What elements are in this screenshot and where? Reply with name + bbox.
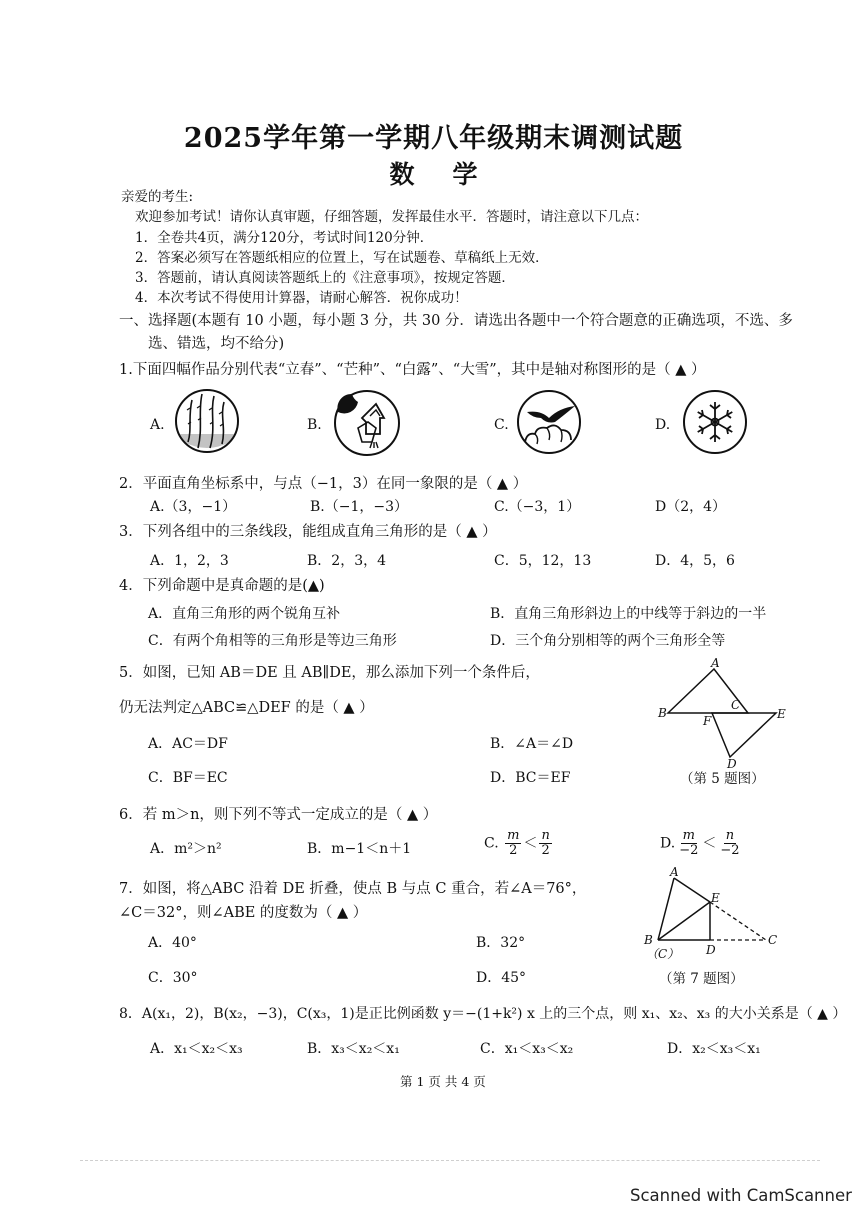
q3-option-d: D．4，5，6 [655,553,735,569]
q2-option-d: D（2，4） [655,499,727,515]
q6-c-frac-n: $\frac{n}{2}$ [541,828,550,858]
q7-option-a: A．40° [148,935,197,951]
q2-option-a: A.（3，−1） [150,499,237,515]
q2-option-b: B.（−1，−3） [310,499,409,515]
greeting: 亲爱的考生: [121,189,194,205]
note-1: 1．全卷共4页，满分120分，考试时间120分钟． [135,230,434,246]
question-2-stem: 2．平面直角坐标系中，与点（−1，3）在同一象限的是（ ▲ ） [119,476,528,492]
welcome-text: 欢迎参加考试！请你认真审题，仔细答题，发挥最佳水平．答题时，请注意以下几点： [135,209,648,225]
q7-option-b: B．32° [476,935,526,951]
subject-title: 数学 [389,160,516,189]
q7-option-d: D．45° [476,970,527,986]
q5-label-a: A [711,656,720,670]
q8-option-d: D．x₂＜x₃＜x₁ [667,1041,761,1057]
q6-option-b: B．m−1＜n＋1 [307,841,412,857]
q6-option-c-label: C. [484,835,499,852]
q1-option-d-label: D. [655,417,671,433]
q5-label-d: D [727,757,737,770]
q8-option-a: A．x₁＜x₂＜x₃ [150,1041,243,1057]
q2-option-c: C.（−3，1） [494,499,581,515]
q7-figure-caption: （第 7 题图） [659,971,744,987]
q8-option-b: B．x₃＜x₂＜x₁ [307,1041,400,1057]
q5-label-b: B [658,706,667,720]
camscanner-watermark: Scanned with CamScanner [630,1186,852,1205]
q6-c-frac-m: $\frac{m}{2}$ [507,828,520,858]
q7-option-c: C．30° [148,970,198,986]
q3-option-c: C．5，12，13 [494,553,592,569]
q4-option-c: C．有两个角相等的三角形是等边三角形 [148,633,397,649]
q8-option-c: C．x₁＜x₃＜x₂ [480,1041,574,1057]
question-3-stem: 3．下列各组中的三条线段，能组成直角三角形的是（ ▲ ） [119,524,497,540]
house-moon-icon [332,388,402,458]
exam-title: 2025学年第一学期八年级期末调测试题 [183,123,684,154]
q5-label-e: E [777,707,786,721]
section-heading-line1: 一、选择题(本题有 10 小题，每小题 3 分，共 30 分．请选出各题中一个符合题意的正确选项，不选、多 [119,313,793,329]
q7-label-b: B [644,933,653,947]
q7-label-e: E [711,891,720,905]
q5-figure [652,655,792,770]
note-3: 3．答题前，请认真阅读答题纸上的《注意事项》，按规定答题． [135,270,515,286]
q1-option-b-label: B. [307,417,322,433]
question-5-stem-line1: 5．如图，已知 AB＝DE 且 AB∥DE，那么添加下列一个条件后， [119,665,540,681]
q1-option-a-label: A. [150,417,165,433]
q5-option-a: A．AC＝DF [148,736,228,752]
q5-option-b: B．∠A＝∠D [490,736,574,752]
question-7-stem-line1: 7．如图，将△ABC 沿着 DE 折叠，使点 B 与点 C 重合，若∠A＝76°， [119,881,587,897]
q1-option-c-label: C. [494,417,509,433]
q5-label-f: F [703,714,712,728]
q6-d-frac-n: $\frac{n}{-2}$ [720,828,740,858]
page-number: 第 1 页 共 4 页 [400,1074,486,1089]
q5-option-c: C．BF＝EC [148,770,228,786]
question-1-stem: 1.下面四幅作品分别代表“立春”、“芒种”、“白露”、“大雪”，其中是轴对称图形的是（ ▲ ） [119,362,706,378]
q7-figure [638,866,788,966]
rain-willow-icon [174,388,240,454]
q4-option-a: A．直角三角形的两个锐角互补 [148,606,341,622]
q6-option-c: C. $\frac{m}{2}$ ＜ $\frac{n}{2}$ [484,828,550,858]
q7-label-a: A [670,866,679,879]
question-4-stem: 4．下列命题中是真命题的是(▲) [119,578,325,594]
q6-option-a: A．m²＞n² [150,841,222,857]
section-heading-line2: 选、错选，均不给分) [148,336,285,352]
snowflake-icon [681,388,749,456]
note-4: 4．本次考试不得使用计算器，请耐心解答．祝你成功！ [135,290,468,306]
note-2: 2．答案必须写在答题纸相应的位置上，写在试题卷、草稿纸上无效． [135,250,549,266]
q3-option-b: B．2，3，4 [307,553,387,569]
q7-label-c: C [768,933,778,947]
question-5-stem-line2: 仍无法判定△ABC≌△DEF 的是（ ▲ ） [119,700,374,716]
q3-option-a: A．1，2，3 [150,553,229,569]
question-7-stem-line2: ∠C＝32°，则∠ABE 的度数为（ ▲ ） [119,905,368,921]
q5-label-c: C [731,698,741,712]
q6-option-d: D. $\frac{m}{-2}$ ＜ $\frac{n}{-2}$ [660,828,740,858]
q7-label-d: D [706,943,716,957]
q4-option-d: D．三个角分别相等的两个三角形全等 [490,633,726,649]
q5-figure-caption: （第 5 题图） [680,771,765,787]
page-edge-divider [80,1160,820,1161]
q6-option-d-label: D. [660,835,676,852]
question-6-stem: 6．若 m＞n，则下列不等式一定成立的是（ ▲ ） [119,807,438,823]
q7-label-c-fold: （C） [646,947,680,961]
q4-option-b: B．直角三角形斜边上的中线等于斜边的一半 [490,606,767,622]
question-8-stem: 8．A(x₁，2)，B(x₂，−3)，C(x₃，1)是正比例函数 y＝−(1+k²) x 上的三个点，则 x₁、x₂、x₃ 的大小关系是（ ▲ ） [119,1006,847,1022]
q5-option-d: D．BC＝EF [490,770,571,786]
q6-d-frac-m: $\frac{m}{-2}$ [679,828,699,858]
bird-cloud-icon [515,388,583,456]
